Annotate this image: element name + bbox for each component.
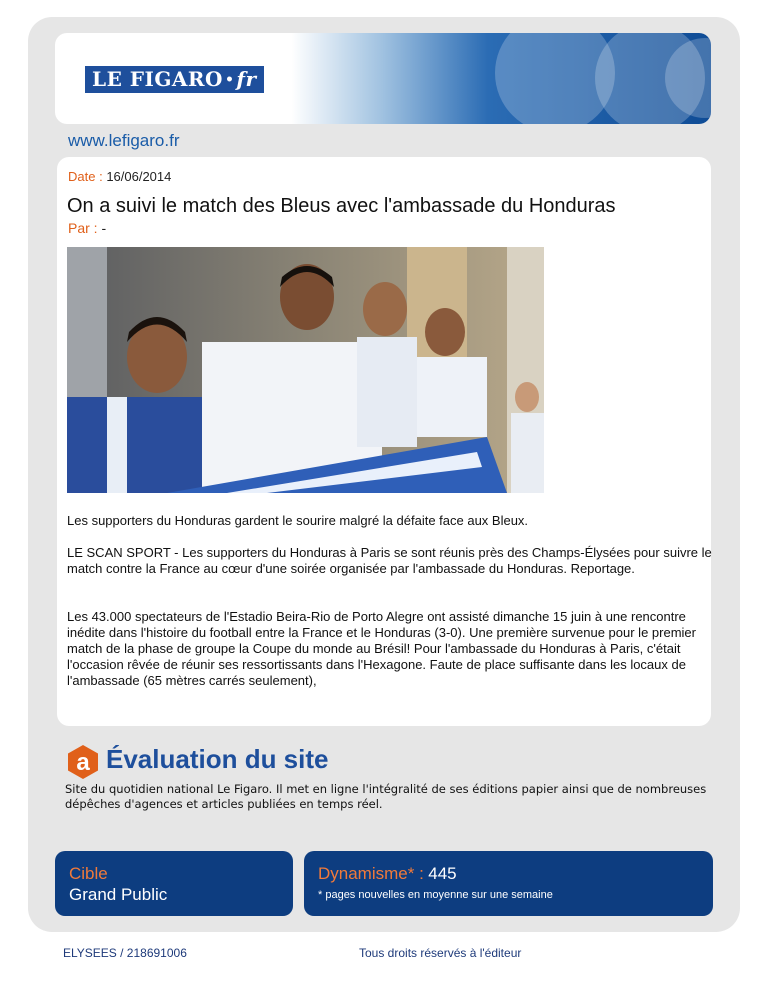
dynamism-note: * pages nouvelles en moyenne sur une semaine — [318, 889, 553, 901]
target-box — [55, 851, 293, 916]
supporters-photo-illustration — [67, 247, 544, 493]
evaluation-icon — [65, 744, 101, 780]
article-title: On a suivi le match des Bleus avec l'ambassade du Honduras — [67, 195, 616, 217]
dynamism-label: Dynamisme* : — [318, 864, 424, 883]
footer-reference: ELYSEES / 218691006 — [63, 946, 187, 960]
photo-caption: Les supporters du Honduras gardent le sourire malgré la défaite face aux Bleux. — [67, 513, 529, 528]
logo-name: LE FIGARO — [92, 67, 223, 91]
date-label: Date : — [68, 169, 103, 184]
article-paragraph-2: Les 43.000 spectateurs de l'Estadio Beira-Rio de Porto Alegre ont assisté dimanche 15 juin à une rencontre inédite dans l'histoire du football entre la France et le Honduras (3-0). Une première survenue pour le premier match de la phase de groupe la Coupe du monde au Brésil! Pour l'ambassade du Honduras à Paris, c'était l'occasion rêvée de réunir ses ressortissants dans l'Hexagone. Faute de place suffisante dans les locaux de l'ambassade (65 mètres carrés seulement), — [67, 609, 696, 688]
author-value: - — [101, 220, 107, 236]
article-date — [68, 169, 171, 184]
article-photo — [67, 247, 544, 493]
logo-dot: • — [224, 72, 235, 88]
target-label: Cible — [69, 864, 108, 883]
le-figaro-logo[interactable] — [85, 66, 264, 93]
evaluation-title: Évaluation du site — [106, 744, 329, 774]
dynamism-line — [318, 864, 457, 884]
target-value: Grand Public — [69, 885, 168, 904]
site-url-link[interactable]: www.lefigaro.fr — [68, 131, 180, 150]
footer-rights: Tous droits réservés à l'éditeur — [359, 946, 522, 960]
author-label: Par : — [68, 220, 98, 236]
dynamism-box — [304, 851, 713, 916]
date-value: 16/06/2014 — [106, 169, 172, 184]
article-author — [68, 220, 106, 236]
dynamism-value: 445 — [428, 864, 457, 883]
logo-suffix: fr — [236, 67, 257, 91]
evaluation-description: Site du quotidien national Le Figaro. Il met en ligne l'intégralité de ses éditions papier ainsi que de nombreuses dépêches d'agences et articles publiées en temps réel. — [65, 782, 707, 811]
evaluation-icon-letter: a — [76, 749, 90, 776]
article-paragraph-1: LE SCAN SPORT - Les supporters du Honduras à Paris se sont réunis près des Champs-Élysées pour suivre le match contre la France au cœur d'une soirée organisée par l'ambassade du Honduras. Reportage. — [67, 545, 712, 576]
